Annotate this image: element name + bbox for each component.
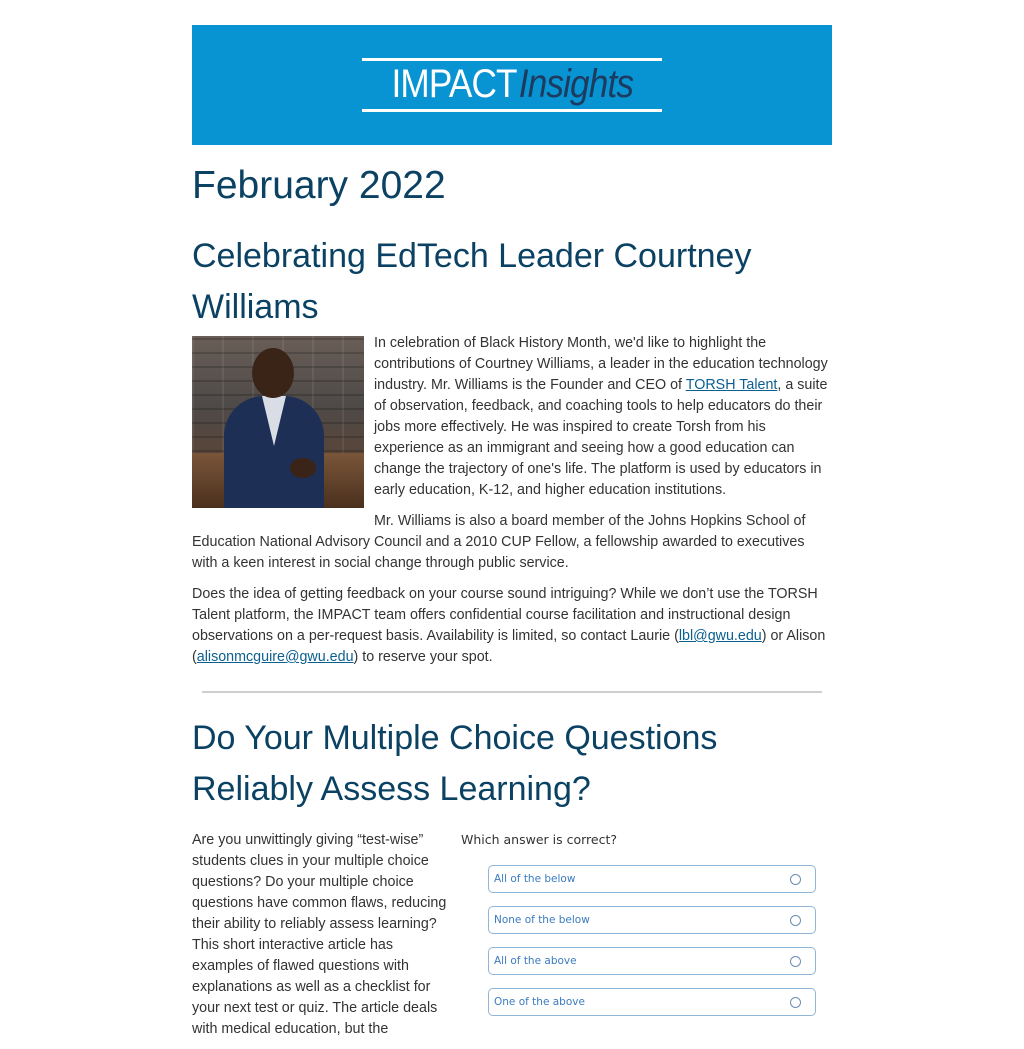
alison-email-link[interactable]: alisonmcguire@gwu.edu xyxy=(196,649,354,665)
radio-circle-icon xyxy=(790,915,801,926)
quiz-option-label: All of the below xyxy=(494,873,576,885)
article-multiple-choice xyxy=(192,830,832,1040)
quiz-option-label: None of the below xyxy=(494,914,590,926)
header-banner xyxy=(192,25,832,145)
logo-impact-text: IMPACT xyxy=(391,62,517,106)
article-paragraph-2: Mr. Williams is also a board member of the Johns Hopkins School of Education National Advisory Council and a 2010 CUP Fellow, a fellowship awarded to executives with a keen interest in social change through public service. xyxy=(192,513,806,571)
logo-insights-text: Insights xyxy=(518,62,634,106)
newsletter-page xyxy=(192,25,832,1040)
article-paragraph-3: Does the idea of getting feedback on your course sound intriguing? While we don’t use the TORSH Talent platform, the IMPACT team offers confidential course facilitation and instructional design observations on a per-request basis. Availability is limited, so contact Laurie (lbl@gwu.edu) or Alison (alisonmcguire@gwu.edu) to reserve your spot. xyxy=(192,586,826,665)
logo-rule-top xyxy=(362,58,662,61)
quiz-option xyxy=(488,988,816,1016)
quiz-question: Which answer is correct? xyxy=(461,832,618,847)
torsh-talent-link[interactable]: TORSH Talent xyxy=(685,377,778,393)
logo-rule-bottom xyxy=(362,109,662,112)
quiz-option xyxy=(488,947,816,975)
multiple-choice-paragraph: Are you unwittingly giving “test-wise” students clues in your multiple choice questions? Do your multiple choice questions have common flaws, reducing their ability to reliably assess learning? This short interactive article has examples of flawed questions with explanations as well as a checklist for your next test or quiz. The article deals with medical education, but the xyxy=(192,832,447,1037)
quiz-option xyxy=(488,906,816,934)
quiz-option xyxy=(488,865,816,893)
article-title-multiple-choice: Do Your Multiple Choice Questions Reliably Assess Learning? xyxy=(192,719,718,808)
laurie-email-link[interactable]: lbl@gwu.edu xyxy=(678,628,762,644)
courtney-williams-photo xyxy=(192,336,364,508)
radio-circle-icon xyxy=(790,956,801,967)
section-divider xyxy=(202,691,822,693)
quiz-option-label: One of the above xyxy=(494,996,585,1008)
impact-insights-logo xyxy=(362,58,662,112)
article-title-courtney-williams: Celebrating EdTech Leader Courtney Williams xyxy=(192,237,752,326)
quiz-option-label: All of the above xyxy=(494,955,577,967)
radio-circle-icon xyxy=(790,997,801,1008)
article-courtney-williams xyxy=(192,333,832,668)
article-paragraph-1: In celebration of Black History Month, we'd like to highlight the contributions of Courtney Williams, a leader in the education technology industry. Mr. Williams is the Founder and CEO of TORSH Talent, a suite of observation, feedback, and coaching tools to help educators do their jobs more effectively. He was inspired to create Torsh from his experience as an immigrant and seeing how a good education can change the trajectory of one's life. The platform is used by educators in early education, K-12, and higher education institutions. xyxy=(374,335,828,498)
issue-month-heading: February 2022 xyxy=(192,164,446,207)
radio-circle-icon xyxy=(790,874,801,885)
quiz-illustration xyxy=(460,832,832,1029)
